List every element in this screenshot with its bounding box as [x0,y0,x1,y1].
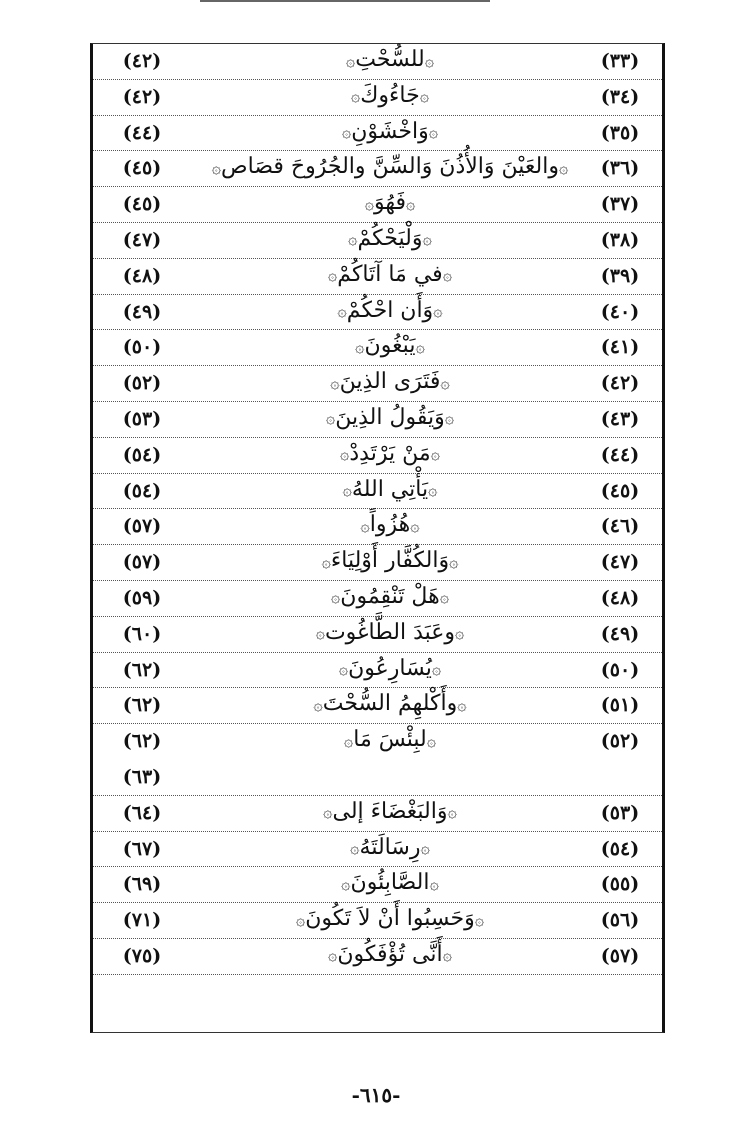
verse-number: (٣٤) [600,85,640,108]
table-row [93,438,662,474]
table-row [93,903,662,939]
verse-number: (٣٦) [600,157,640,180]
ornament-bracket-icon: ۞ [449,551,459,571]
table-row [93,44,662,80]
phrase-text: للسُّحْتِ [355,47,425,72]
page-reference: (٧٥) [122,944,162,967]
quranic-phrase [203,906,577,931]
page-reference: (٦٣) [122,765,162,788]
phrase-text: وَاخْشَوْنِ [351,118,429,144]
quranic-phrase [203,942,577,967]
page-reference: (٤٥) [122,157,162,180]
page-reference: (٤٥) [122,193,162,216]
verse-number: (٣٣) [600,50,640,72]
ornament-bracket-icon: ۞ [350,86,361,106]
verse-number: (٤٢) [600,372,640,395]
ornament-bracket-icon: ۞ [323,802,333,822]
phrase-text: يُسَارِعُونَ [348,655,432,681]
quranic-phrase [203,47,577,72]
quranic-phrase [203,262,577,287]
verse-number: (٥٠) [600,658,640,681]
ornament-bracket-icon: ۞ [348,229,358,249]
ornament-bracket-icon: ۞ [341,122,352,142]
top-rule [200,0,490,2]
phrase-text: أَنَّى تُؤْفَكُونَ [337,941,443,967]
quranic-phrase [203,119,577,144]
ornament-bracket-icon: ۞ [429,873,439,893]
page-reference: (٥٧) [122,551,162,574]
ornament-bracket-icon: ۞ [328,945,338,965]
table-row [93,724,662,760]
ornament-bracket-icon: ۞ [341,873,351,893]
ornament-bracket-icon: ۞ [426,730,437,750]
page-reference: (٦٩) [122,873,162,896]
table-row [93,295,662,331]
table-row [93,832,662,868]
table-row [93,151,662,187]
verse-number: (٣٧) [600,193,640,216]
ornament-bracket-icon: ۞ [339,444,350,464]
ornament-bracket-icon: ۞ [440,372,450,392]
verse-number: (٥٣) [600,801,640,824]
quranic-phrase [203,799,577,824]
page-reference: (٤٤) [122,121,162,144]
phrase-text: والعَيْنَ وَالأُذُنَ وَالسِّنَّ والجُرُوحَ قصَاص [221,154,559,180]
phrase-text: يَبْغُونَ [364,333,416,359]
verse-number: (٤٥) [600,479,640,502]
verse-number: (٤٨) [600,586,640,609]
ornament-bracket-icon: ۞ [410,515,420,535]
quranic-phrase [203,190,577,215]
page-reference: (٤٢) [122,50,162,72]
phrase-text: وَأَن احْكُمْ [346,297,434,323]
table-row [93,760,662,796]
table-row [93,80,662,116]
verse-number: (٣٥) [600,121,640,144]
ornament-bracket-icon: ۞ [342,480,352,500]
page-reference: (٥٤) [122,479,162,502]
table-row [93,116,662,152]
ornament-bracket-icon: ۞ [343,730,354,750]
phrase-text: هُزُواً [369,512,411,538]
ornament-bracket-icon: ۞ [364,193,374,213]
ornament-bracket-icon: ۞ [360,515,370,535]
ornament-bracket-icon: ۞ [337,301,347,321]
ornament-bracket-icon: ۞ [457,694,467,714]
verse-number: (٤٠) [600,300,640,323]
table-row [93,653,662,689]
quranic-phrase [203,512,577,537]
quranic-phrase [203,477,577,502]
verse-number: (٤٣) [600,407,640,430]
index-table [90,43,665,1033]
page-reference: (٦٢) [122,658,162,681]
page-number: -٦١٥- [351,1083,401,1107]
phrase-text: الصَّابِئُونَ [350,870,430,896]
phrase-text: وَالكُفَّار أَوْلِيَاءَ [330,548,450,574]
quranic-phrase [203,369,577,394]
quranic-phrase [203,656,577,681]
ornament-bracket-icon: ۞ [350,838,360,858]
verse-number: (٥١) [600,694,640,717]
phrase-text: فَهُوَ [373,190,407,216]
verse-number: (٤٧) [600,551,640,574]
ornament-bracket-icon: ۞ [422,229,432,249]
ornament-bracket-icon: ۞ [313,694,323,714]
ornament-bracket-icon: ۞ [327,265,338,285]
ornament-bracket-icon: ۞ [442,945,452,965]
quranic-phrase [203,441,577,466]
table-row [93,796,662,832]
page-reference: (٦٢) [122,694,162,717]
quranic-phrase [203,83,577,108]
table-row [93,187,662,223]
ornament-bracket-icon: ۞ [330,587,341,607]
table-row [93,474,662,510]
quranic-phrase [203,548,577,573]
phrase-text: لبِئْسَ مَا [353,727,427,753]
verse-number: (٤٤) [600,443,640,466]
ornament-bracket-icon: ۞ [428,122,439,142]
ornament-bracket-icon: ۞ [428,480,438,500]
page-reference: (٦٢) [122,730,162,753]
page-reference: (٥٠) [122,336,162,359]
page-reference: (٥٩) [122,586,162,609]
page-reference: (٦٧) [122,837,162,860]
verse-number: (٤٦) [600,515,640,538]
ornament-bracket-icon: ۞ [325,408,336,428]
table-row [93,509,662,545]
verse-number: (٤٩) [600,622,640,645]
page-reference: (٧١) [122,909,162,932]
phrase-text: وأَكْلهِمُ السُّحْتَ [322,691,458,717]
ornament-bracket-icon: ۞ [474,909,485,929]
page-reference: (٦٠) [122,622,162,645]
verse-number: (٥٦) [600,909,640,932]
quranic-phrase [203,727,577,752]
ornament-bracket-icon: ۞ [455,623,465,643]
ornament-bracket-icon: ۞ [321,551,331,571]
phrase-text: وَلْيَحْكُمْ [357,225,423,251]
table-row [93,330,662,366]
verse-number: (٥٧) [600,944,640,967]
ornament-bracket-icon: ۞ [433,301,443,321]
ornament-bracket-icon: ۞ [447,802,457,822]
phrase-text: رِسَالَتَهُ [359,834,421,860]
ornament-bracket-icon: ۞ [315,623,325,643]
quranic-phrase [203,691,577,716]
quranic-phrase [203,154,577,179]
verse-number: (٥٢) [600,730,640,753]
ornament-bracket-icon: ۞ [424,50,435,70]
phrase-text: فَتَرَى الذِينَ [339,369,441,395]
ornament-bracket-icon: ۞ [338,659,349,679]
ornament-bracket-icon: ۞ [345,50,356,70]
quranic-phrase [203,835,577,860]
page-reference: (٥٧) [122,515,162,538]
phrase-text: يَأْتِي اللهُ [351,476,429,502]
quranic-phrase [203,870,577,895]
verse-number: (٥٥) [600,873,640,896]
page-reference: (٤٧) [122,228,162,251]
quranic-phrase [203,298,577,323]
table-row [93,867,662,903]
ornament-bracket-icon: ۞ [295,909,306,929]
quranic-phrase [203,333,577,358]
page-reference: (٥٤) [122,443,162,466]
quranic-phrase [203,620,577,645]
index-rows [93,44,662,975]
table-row [93,545,662,581]
ornament-bracket-icon: ۞ [419,86,430,106]
ornament-bracket-icon: ۞ [406,193,416,213]
ornament-bracket-icon: ۞ [439,587,450,607]
quranic-phrase [203,226,577,251]
phrase-text: وَحَسِبُوا أَنْ لاَ تَكُونَ [305,906,475,932]
phrase-text: في مَا آتَاكُمْ [337,261,443,287]
ornament-bracket-icon: ۞ [211,157,222,177]
ornament-bracket-icon: ۞ [355,336,365,356]
phrase-text: وَالبَغْضَاءَ إلى [332,798,448,824]
page-reference: (٥٣) [122,407,162,430]
phrase-text: مَنْ يَرْتَدِدْ [349,440,431,466]
table-row [93,617,662,653]
page-reference: (٥٢) [122,372,162,395]
ornament-bracket-icon: ۞ [558,157,569,177]
verse-number: (٤١) [600,336,640,359]
quranic-phrase [203,405,577,430]
table-row [93,581,662,617]
table-row [93,402,662,438]
ornament-bracket-icon: ۞ [415,336,425,356]
table-row [93,259,662,295]
table-row [93,939,662,975]
table-row [93,688,662,724]
phrase-text: جَاءُوكَ [360,82,420,108]
ornament-bracket-icon: ۞ [430,444,440,464]
page-reference: (٤٨) [122,264,162,287]
verse-number: (٣٨) [600,228,640,251]
page-reference: (٤٢) [122,85,162,108]
verse-number: (٣٩) [600,264,640,287]
page-reference: (٦٤) [122,801,162,824]
phrase-text: وَيَقُولُ الذِينَ [335,404,445,430]
quranic-phrase [203,584,577,609]
phrase-text: وعَبَدَ الطَّاغُوت [324,619,456,645]
ornament-bracket-icon: ۞ [420,838,430,858]
phrase-text: هَلْ تَنْقِمُونَ [340,583,440,609]
page-reference: (٤٩) [122,300,162,323]
ornament-bracket-icon: ۞ [442,265,453,285]
ornament-bracket-icon: ۞ [330,372,340,392]
table-row [93,366,662,402]
table-row [93,223,662,259]
ornament-bracket-icon: ۞ [431,659,442,679]
verse-number: (٥٤) [600,837,640,860]
ornament-bracket-icon: ۞ [444,408,455,428]
